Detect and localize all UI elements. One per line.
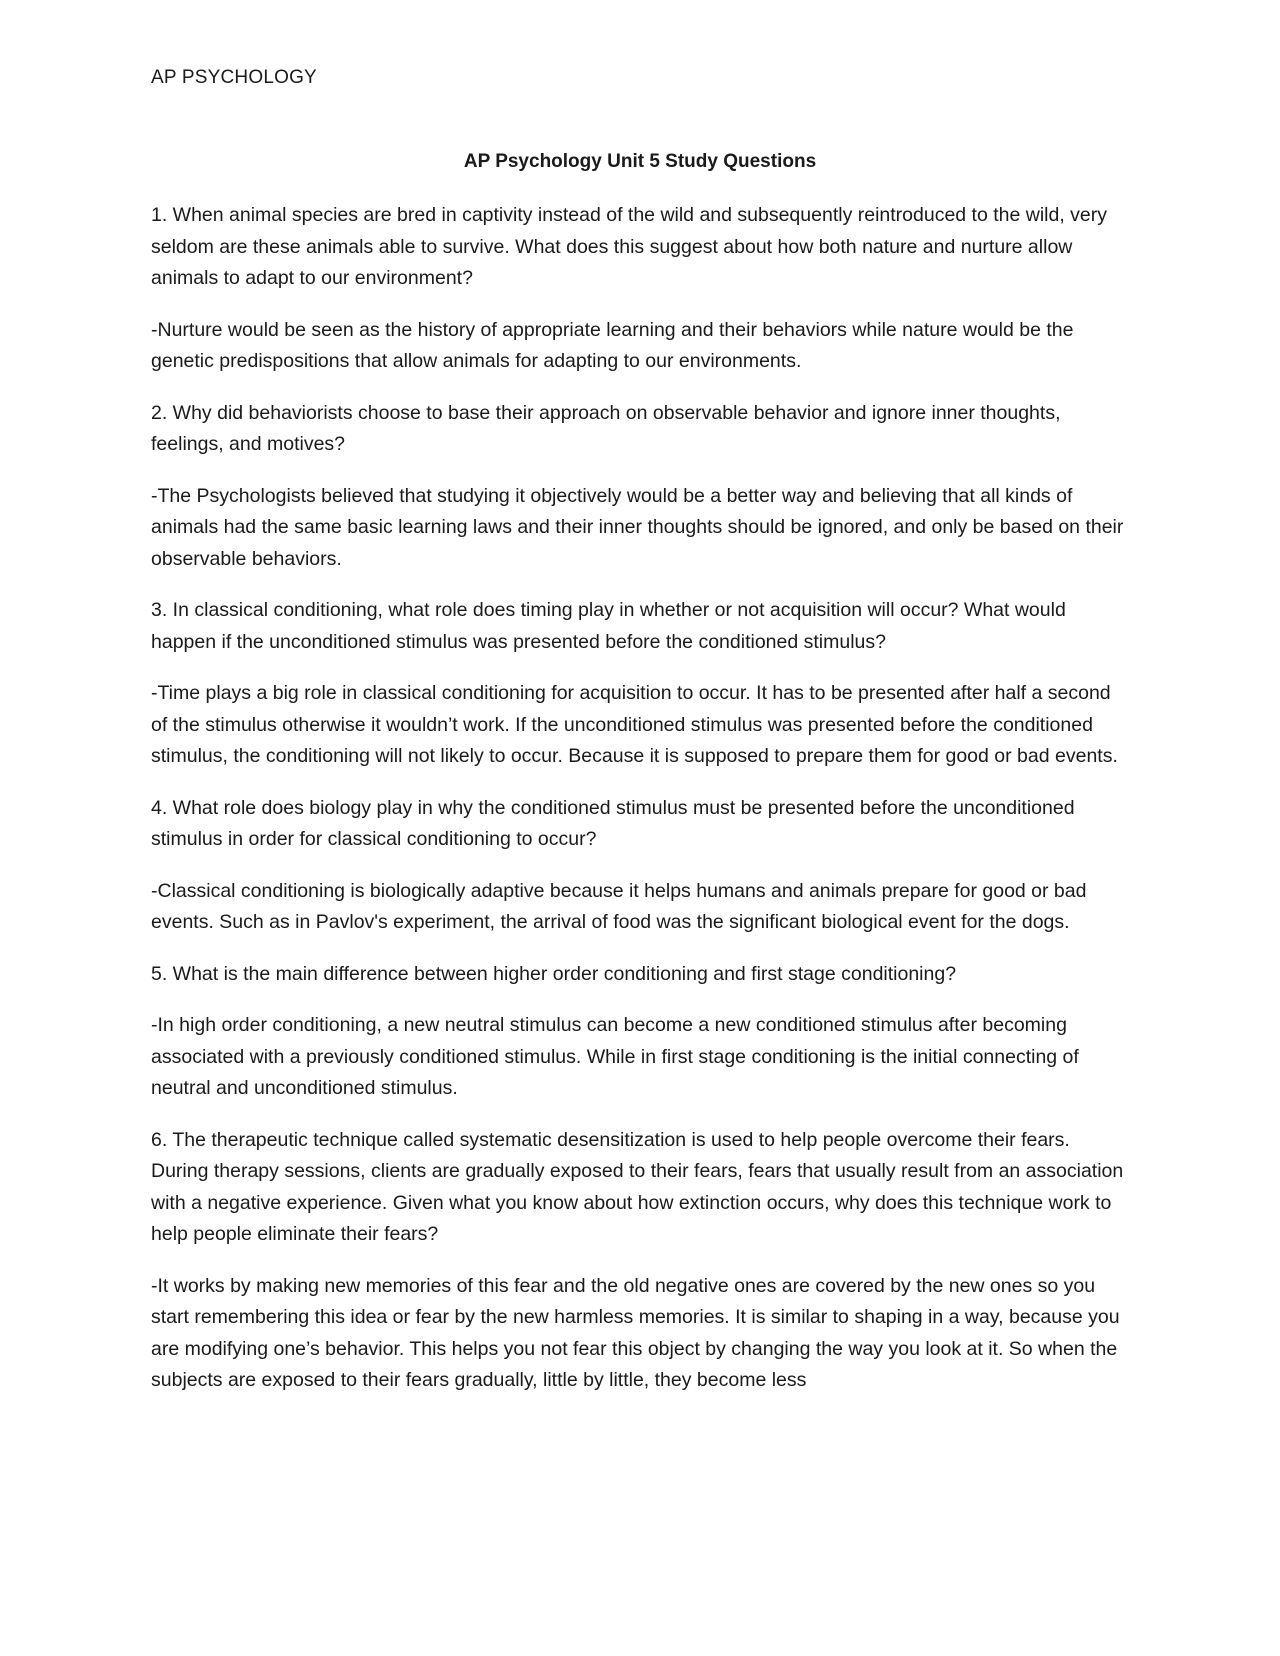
answer-text-6: -It works by making new memories of this fear and the old negative ones are covered by the new ones so you start remembering this idea or fear by the new harmless memories. It is similar to shaping in a way, because you are modifying one’s behavior. This helps you not fear this object by changing the way you look at it. So when the subjects are exposed to their fears gradually, little by little, they become less <box>151 1274 1120 1391</box>
question-text-4: 4. What role does biology play in why the conditioned stimulus must be presented before the unconditioned stimulus in order for classical conditioning to occur? <box>151 796 1075 850</box>
question-text-1: 1. When animal species are bred in captivity instead of the wild and subsequently reintroduced to the wild, very seldom are these animals able to survive. What does this suggest about how both nature and nurture allow animals to adapt to our environment? <box>151 204 1108 289</box>
answer-text-5: -In high order conditioning, a new neutral stimulus can become a new conditioned stimulus after becoming associated with a previously conditioned stimulus. While in first stage conditioning is the initial connecting of neutral and unconditioned stimulus. <box>151 1014 1079 1099</box>
question-text-6: 6. The therapeutic technique called systematic desensitization is used to help people overcome their fears. During therapy sessions, clients are gradually exposed to their fears, fears that usually result from an association with a negative experience. Given what you know about how extinction occurs, why does this technique work to help people eliminate their fears? <box>151 1128 1124 1245</box>
answer-text-1: -Nurture would be seen as the history of appropriate learning and their behaviors while nature would be the genetic predispositions that allow animals for adapting to our environments. <box>151 318 1074 372</box>
question-text-5: 5. What is the main difference between higher order conditioning and first stage conditioning? <box>151 962 957 985</box>
question-list <box>151 200 1126 1417</box>
answer-text-2: -The Psychologists believed that studying it objectively would be a better way and believing that all kinds of animals had the same basic learning laws and their inner thoughts should be ignored, and only be based on their observable behaviors. <box>151 484 1124 570</box>
answer-text-3: -Time plays a big role in classical conditioning for acquisition to occur. It has to be presented after half a second of the stimulus otherwise it wouldn’t work. If the unconditioned stimulus was presented before the conditioned stimulus, the conditioning will not likely to occur. Because it is supposed to prepare them for good or bad events. <box>151 682 1118 767</box>
question-text-3: 3. In classical conditioning, what role does timing play in whether or not acquisition will occur? What would happen if the unconditioned stimulus was presented before the conditioned stimulus? <box>151 599 1066 653</box>
question-text-2: 2. Why did behaviorists choose to base their approach on observable behavior and ignore inner thoughts, feelings, and motives? <box>151 401 1061 455</box>
answer-text-4: -Classical conditioning is biologically adaptive because it helps humans and animals prepare for good or bad events. Such as in Pavlov's experiment, the arrival of food was the significant biological event for the dogs. <box>151 879 1087 933</box>
course-header: AP PSYCHOLOGY <box>151 67 317 88</box>
document-title: AP Psychology Unit 5 Study Questions <box>463 151 817 172</box>
